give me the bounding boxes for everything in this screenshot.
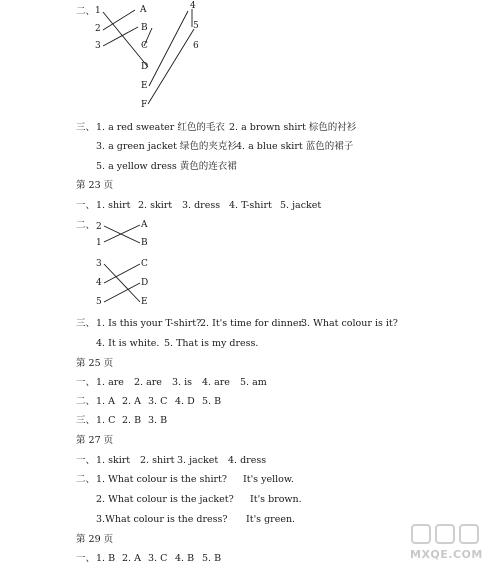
section-num-ii: 二、 — [76, 396, 96, 407]
answer-item: 4. D — [175, 396, 195, 407]
answer-item: 1. C — [96, 415, 116, 426]
match-left-2: 2 — [95, 24, 101, 34]
answer-item: 3. C — [148, 396, 168, 407]
question: 3.What colour is the dress? — [96, 514, 228, 525]
section-num-ii: 二、 — [76, 220, 96, 231]
answer-item: 2. shirt — [140, 455, 175, 466]
section-num-ii: 二、 — [76, 474, 96, 485]
answer-line: 2. a brown shirt 棕色的衬衫 — [229, 122, 357, 133]
answer-item: 3. C — [148, 553, 168, 564]
answer-item: 3. jacket — [177, 455, 219, 466]
section-num-i: 一、 — [76, 455, 96, 466]
answer-item: 4. dress — [228, 455, 267, 466]
page-heading-25: 第 25 页 — [76, 358, 114, 369]
answer-item: 2. A — [122, 553, 141, 564]
match-left-2: 2 — [96, 222, 102, 232]
match-letter-d: D — [141, 62, 149, 72]
match-right-4: 4 — [190, 1, 196, 11]
section-num-iii: 三、 — [76, 318, 96, 329]
answer-line: 4. a blue skirt 蓝色的裙子 — [236, 141, 354, 152]
section-num-i: 一、 — [76, 377, 96, 388]
match-right-d: D — [141, 278, 149, 288]
match-left-5: 5 — [96, 297, 102, 307]
match-left-3: 3 — [96, 259, 102, 269]
match-letter-c: C — [141, 41, 148, 51]
answer: It's yellow. — [243, 474, 294, 485]
match-line-p23-2 — [104, 226, 140, 243]
answer-item: 5. B — [202, 553, 222, 564]
match-right-c: C — [141, 259, 148, 269]
watermark-text: MXQE.COM — [410, 548, 483, 561]
match-right-6: 6 — [193, 41, 199, 51]
question: 2. What colour is the jacket? — [96, 494, 234, 505]
match-letter-b: B — [141, 23, 148, 33]
match-right-b: B — [141, 238, 148, 248]
answer-item: 2. skirt — [138, 200, 173, 211]
section-num-i: 一、 — [76, 200, 96, 211]
section-num-iii: 三、 — [76, 122, 96, 133]
match-left-1: 1 — [95, 6, 101, 16]
answer-item: 2. B — [122, 415, 142, 426]
answer-line: 5. a yellow dress 黄色的连衣裙 — [96, 161, 237, 172]
answer-item: 3. dress — [182, 200, 221, 211]
match-line-p23-5 — [104, 283, 140, 302]
answer-item: 4. T-shirt — [229, 200, 272, 211]
match-right-5: 5 — [193, 21, 199, 31]
page-heading-23: 第 23 页 — [76, 180, 114, 191]
match-letter-a: A — [140, 5, 147, 15]
match-left-3: 3 — [95, 41, 101, 51]
match-right-a: A — [141, 220, 148, 230]
match-letter-e: E — [141, 81, 148, 91]
answer-line: 1. a red sweater 红色的毛衣 — [96, 122, 225, 133]
answer-item: 5. B — [202, 396, 222, 407]
match-line-p23-3 — [104, 264, 140, 302]
match-line-2-a — [103, 10, 135, 30]
page-heading-27: 第 27 页 — [76, 435, 114, 446]
answer-item: 4. are — [202, 377, 230, 388]
answer-item: 5. That is my dress. — [164, 338, 259, 349]
match-line-1-d — [103, 12, 148, 67]
match-left-4: 4 — [96, 278, 102, 288]
answer-item: 1. A — [96, 396, 115, 407]
section-num-iii: 三、 — [76, 415, 96, 426]
answer-item: 1. Is this your T-shirt? — [96, 318, 202, 329]
answer-item: 1. shirt — [96, 200, 131, 211]
answer-item: 2. A — [122, 396, 141, 407]
answer: It's brown. — [250, 494, 302, 505]
answer-item: 3. What colour is it? — [301, 318, 398, 329]
answer-item: 1. skirt — [96, 455, 131, 466]
match-letter-f: F — [141, 100, 148, 110]
answer-item: 5. jacket — [280, 200, 322, 211]
answer-item: 4. It is white. — [96, 338, 160, 349]
answer-item: 1. are — [96, 377, 124, 388]
match-line-p23-1 — [104, 225, 140, 242]
match-line-5-f — [148, 29, 194, 104]
answer-line: 3. a green jacket 绿色的夹克衫 — [96, 141, 237, 152]
answer-item: 2. are — [134, 377, 162, 388]
answer-item: 2. It's time for dinner. — [200, 318, 305, 329]
page-heading-29: 第 29 页 — [76, 534, 114, 545]
answer-item: 4. B — [175, 553, 195, 564]
match-right-e: E — [141, 297, 148, 307]
match-line-3-b — [103, 27, 138, 46]
match-left-1: 1 — [96, 238, 102, 248]
question: 1. What colour is the shirt? — [96, 474, 227, 485]
section-num-i: 一、 — [76, 553, 96, 564]
answer: It's green. — [246, 514, 296, 525]
answer-item: 1. B — [96, 553, 116, 564]
section-num-ii: 二、 — [76, 6, 96, 17]
answer-item: 3. is — [172, 377, 192, 388]
answer-item: 3. B — [148, 415, 168, 426]
answer-item: 5. am — [240, 377, 267, 388]
match-line-p23-4 — [104, 264, 140, 283]
